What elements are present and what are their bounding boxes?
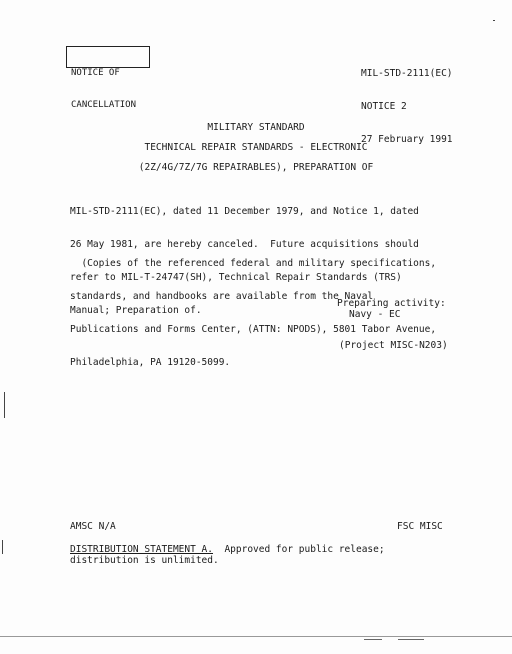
notice-number: NOTICE 2 [361,101,407,112]
para1-line: MIL-STD-2111(EC), dated 11 December 1979, and Notice 1, dated [70,206,419,217]
scan-edge-mark [4,392,5,418]
document-id: MIL-STD-2111(EC) [361,68,453,79]
title-repairables: (2Z/4G/7Z/7G REPAIRABLES), PREPARATION OF [138,162,374,173]
notice-box-line1: NOTICE OF [71,68,120,78]
distribution-statement-line2: distribution is unlimited. [70,555,219,566]
title-technical-repair: TECHNICAL REPAIR STANDARDS - ELECTRONIC [144,142,368,153]
title-military-standard: MILITARY STANDARD [207,122,305,133]
project-number: (Project MISC-N203) [339,340,448,351]
fsc-label: FSC MISC [397,521,443,532]
preparing-activity-label: Preparing activity: [337,298,446,309]
para2-line: Publications and Forms Center, (ATTN: NPODS), 5801 Tabor Avenue, [70,324,437,335]
scan-speck [398,639,424,640]
scan-edge-mark [2,540,3,554]
amsc-label: AMSC N/A [70,521,116,532]
scan-speck [364,639,382,640]
notice-box-line2: CANCELLATION [71,99,137,110]
distribution-statement-label: DISTRIBUTION STATEMENT A. [70,544,213,555]
para2-line: (Copies of the referenced federal and military specifications, [70,258,437,269]
para1-line: Manual; Preparation of. [70,305,202,316]
para2-line: Philadelphia, PA 19120-5099. [70,357,231,368]
distribution-statement [70,544,385,555]
para1-line: 26 May 1981, are hereby canceled. Future acquisitions should [70,239,419,250]
notice-of-cancellation-box [66,46,150,110]
scan-speck [493,20,495,21]
distribution-statement-text: Approved for public release; [213,544,385,555]
para2-line: standards, and handbooks are available from the Naval [70,291,374,302]
para1-line: refer to MIL-T-24747(SH), Technical Repair Standards (TRS) [70,272,402,283]
notice-date: 27 February 1991 [361,134,453,145]
preparing-activity-value: Navy - EC [349,309,401,320]
scan-bottom-edge [0,636,512,637]
